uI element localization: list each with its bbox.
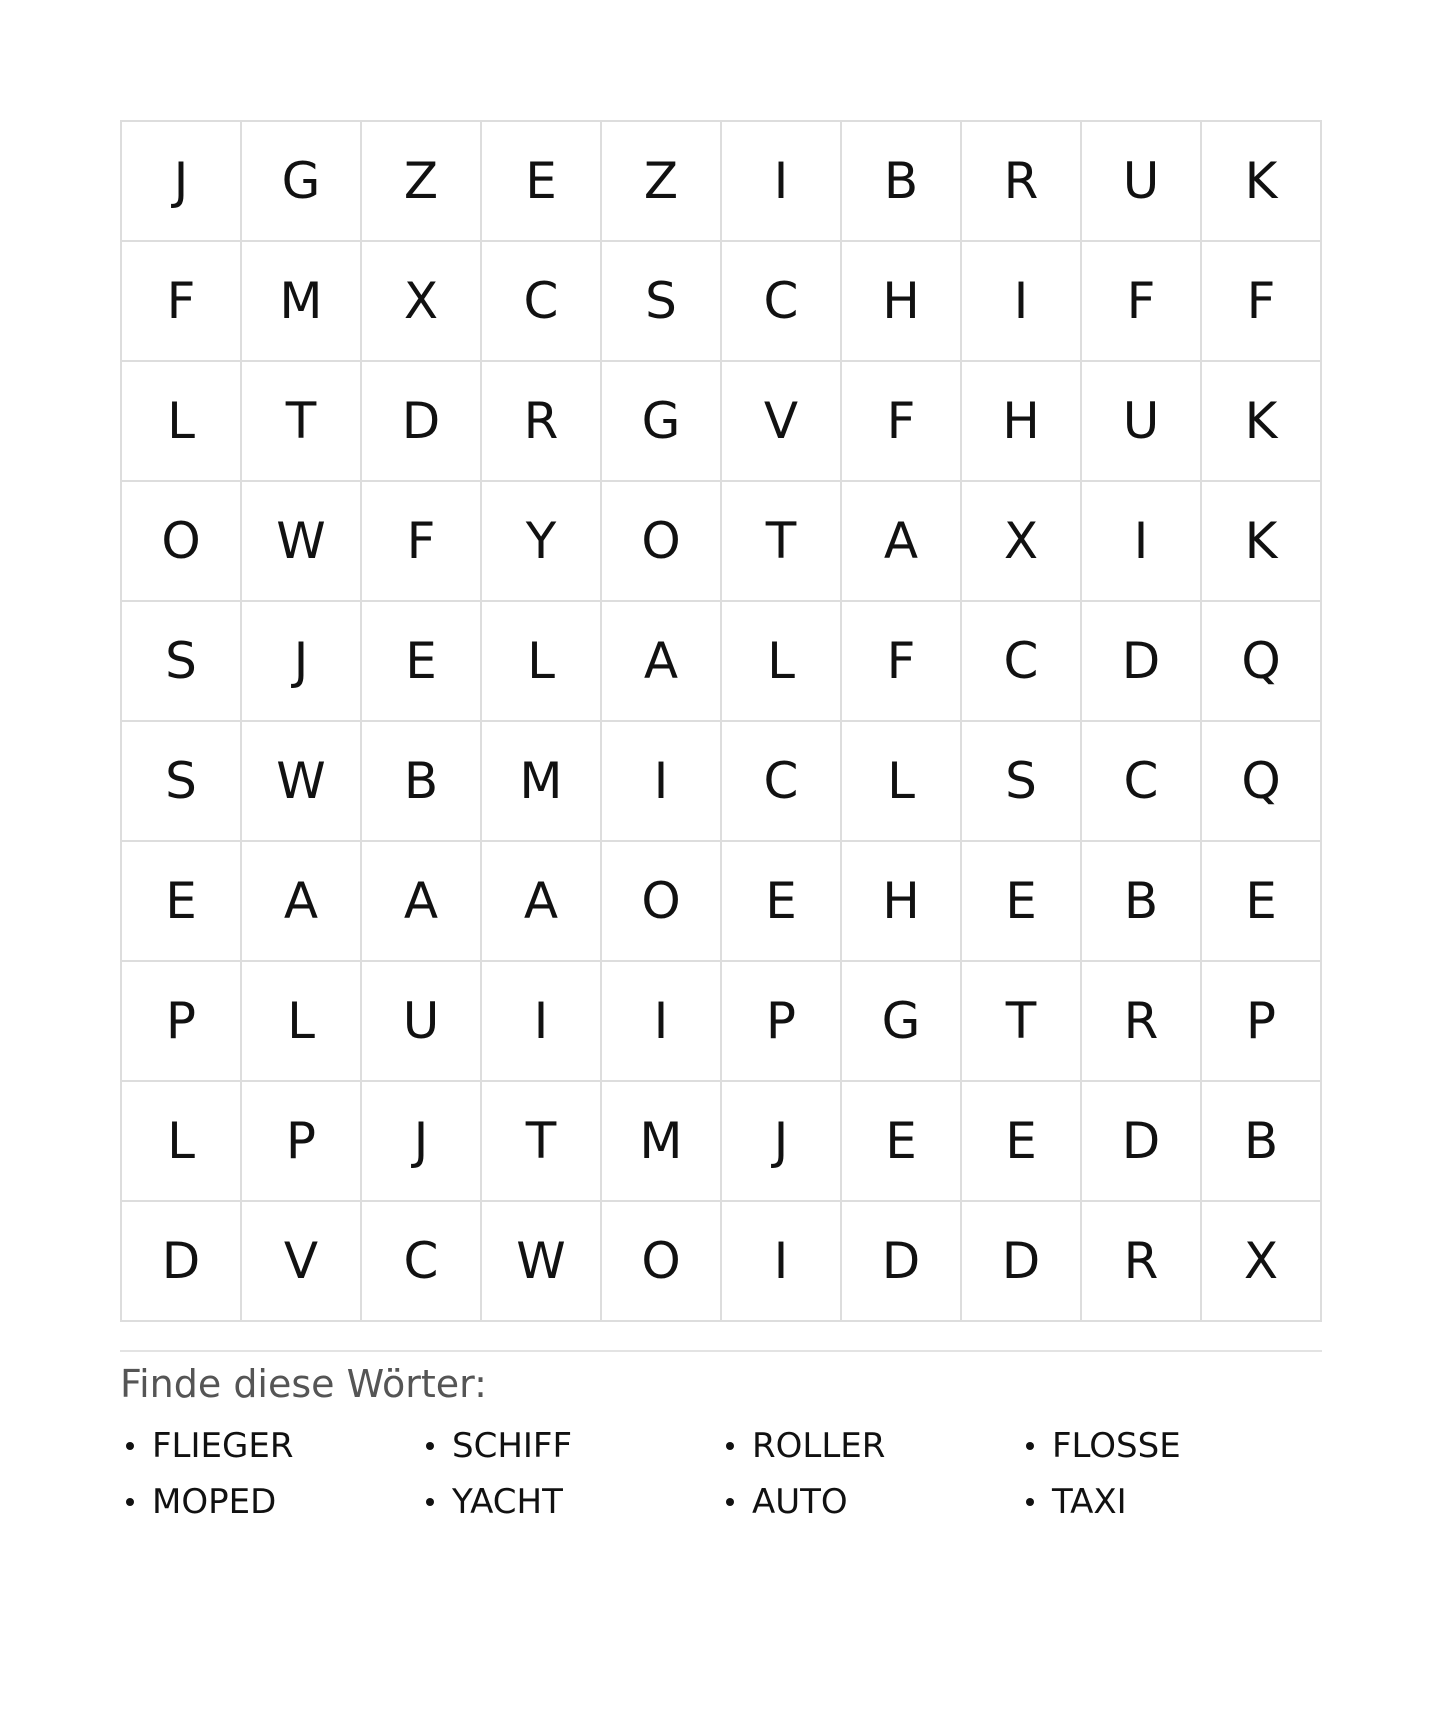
grid-cell[interactable]: R xyxy=(962,122,1082,242)
bullet-icon xyxy=(126,1442,134,1450)
grid-cell[interactable]: S xyxy=(602,242,722,362)
grid-cell[interactable]: D xyxy=(1082,1082,1202,1202)
word-label: TAXI xyxy=(1052,1482,1127,1522)
grid-cell[interactable]: C xyxy=(1082,722,1202,842)
word-list-item xyxy=(720,1418,1020,1474)
word-list-item xyxy=(420,1418,720,1474)
grid-cell[interactable]: P xyxy=(1202,962,1322,1082)
bullet-icon xyxy=(726,1498,734,1506)
word-list-heading: Finde diese Wörter: xyxy=(120,1362,487,1406)
grid-cell[interactable]: J xyxy=(722,1082,842,1202)
grid-cell[interactable]: E xyxy=(842,1082,962,1202)
bullet-icon xyxy=(726,1442,734,1450)
grid-cell[interactable]: B xyxy=(362,722,482,842)
grid-cell[interactable]: F xyxy=(842,602,962,722)
grid-cell[interactable]: L xyxy=(482,602,602,722)
divider xyxy=(120,1350,1322,1352)
grid-cell[interactable]: G xyxy=(842,962,962,1082)
grid-cell[interactable]: E xyxy=(722,842,842,962)
grid-cell[interactable]: V xyxy=(242,1202,362,1322)
grid-cell[interactable]: W xyxy=(242,482,362,602)
grid-cell[interactable]: I xyxy=(602,962,722,1082)
grid-cell[interactable]: P xyxy=(122,962,242,1082)
word-list-item xyxy=(420,1474,720,1530)
grid-cell[interactable]: K xyxy=(1202,482,1322,602)
grid-cell[interactable]: L xyxy=(842,722,962,842)
word-list-item xyxy=(720,1474,1020,1530)
grid-cell[interactable]: I xyxy=(1082,482,1202,602)
grid-cell[interactable]: E xyxy=(962,842,1082,962)
grid-cell[interactable]: A xyxy=(842,482,962,602)
word-search-puzzle xyxy=(120,120,1320,1530)
grid-cell[interactable]: S xyxy=(122,602,242,722)
grid-cell[interactable]: J xyxy=(242,602,362,722)
grid-cell[interactable]: R xyxy=(1082,1202,1202,1322)
grid-cell[interactable]: O xyxy=(122,482,242,602)
grid-cell[interactable]: L xyxy=(122,1082,242,1202)
grid-cell[interactable]: A xyxy=(602,602,722,722)
grid-cell[interactable]: I xyxy=(482,962,602,1082)
grid-cell[interactable]: O xyxy=(602,1202,722,1322)
grid-cell[interactable]: D xyxy=(1082,602,1202,722)
grid-cell[interactable]: F xyxy=(842,362,962,482)
grid-cell[interactable]: O xyxy=(602,842,722,962)
grid-cell[interactable]: C xyxy=(482,242,602,362)
grid-cell[interactable]: M xyxy=(242,242,362,362)
grid-cell[interactable]: E xyxy=(1202,842,1322,962)
word-label: SCHIFF xyxy=(452,1426,573,1466)
grid-cell[interactable]: H xyxy=(842,242,962,362)
grid-cell[interactable]: B xyxy=(842,122,962,242)
grid-cell[interactable]: F xyxy=(362,482,482,602)
grid-cell[interactable]: E xyxy=(482,122,602,242)
grid-cell[interactable]: F xyxy=(1082,242,1202,362)
grid-cell[interactable]: T xyxy=(722,482,842,602)
grid-cell[interactable]: L xyxy=(722,602,842,722)
grid-cell[interactable]: Y xyxy=(482,482,602,602)
grid-cell[interactable]: W xyxy=(242,722,362,842)
grid-cell[interactable]: B xyxy=(1202,1082,1322,1202)
grid-cell[interactable]: Q xyxy=(1202,722,1322,842)
grid-cell[interactable]: K xyxy=(1202,122,1322,242)
grid-cell[interactable]: Z xyxy=(602,122,722,242)
grid-cell[interactable]: C xyxy=(722,242,842,362)
grid-cell[interactable]: C xyxy=(722,722,842,842)
grid-cell[interactable]: I xyxy=(962,242,1082,362)
word-list-item xyxy=(1020,1418,1320,1474)
word-list xyxy=(120,1418,1320,1530)
grid-cell[interactable]: S xyxy=(122,722,242,842)
grid-cell[interactable]: W xyxy=(482,1202,602,1322)
grid-cell[interactable]: P xyxy=(242,1082,362,1202)
grid-cell[interactable]: Z xyxy=(362,122,482,242)
grid-cell[interactable]: M xyxy=(482,722,602,842)
bullet-icon xyxy=(426,1498,434,1506)
grid-cell[interactable]: D xyxy=(962,1202,1082,1322)
grid-cell[interactable]: H xyxy=(962,362,1082,482)
grid-cell[interactable]: G xyxy=(602,362,722,482)
grid-cell[interactable]: J xyxy=(362,1082,482,1202)
grid-cell[interactable]: Q xyxy=(1202,602,1322,722)
grid-cell[interactable]: T xyxy=(962,962,1082,1082)
grid-cell[interactable]: V xyxy=(722,362,842,482)
grid-cell[interactable]: R xyxy=(1082,962,1202,1082)
grid-cell[interactable]: B xyxy=(1082,842,1202,962)
word-label: MOPED xyxy=(152,1482,277,1522)
grid-cell[interactable]: A xyxy=(362,842,482,962)
grid-cell[interactable]: I xyxy=(722,1202,842,1322)
word-list-item xyxy=(1020,1474,1320,1530)
grid-cell[interactable]: M xyxy=(602,1082,722,1202)
bullet-icon xyxy=(1026,1442,1034,1450)
grid-cell[interactable]: C xyxy=(962,602,1082,722)
bullet-icon xyxy=(1026,1498,1034,1506)
word-label: ROLLER xyxy=(752,1426,886,1466)
word-label: FLOSSE xyxy=(1052,1426,1181,1466)
grid-cell[interactable]: H xyxy=(842,842,962,962)
grid-cell[interactable]: U xyxy=(362,962,482,1082)
grid-cell[interactable]: E xyxy=(122,842,242,962)
grid-cell[interactable]: I xyxy=(722,122,842,242)
grid-cell[interactable]: L xyxy=(122,362,242,482)
grid-cell[interactable]: C xyxy=(362,1202,482,1322)
grid-cell[interactable]: I xyxy=(602,722,722,842)
grid-cell[interactable]: K xyxy=(1202,362,1322,482)
grid-cell[interactable]: X xyxy=(362,242,482,362)
grid-cell[interactable]: X xyxy=(1202,1202,1322,1322)
grid-cell[interactable]: T xyxy=(482,1082,602,1202)
grid-cell[interactable]: G xyxy=(242,122,362,242)
grid-cell[interactable]: A xyxy=(242,842,362,962)
grid-cell[interactable]: J xyxy=(122,122,242,242)
grid-cell[interactable]: U xyxy=(1082,362,1202,482)
grid-cell[interactable]: O xyxy=(602,482,722,602)
letter-grid xyxy=(120,120,1322,1322)
grid-cell[interactable]: S xyxy=(962,722,1082,842)
grid-cell[interactable]: E xyxy=(962,1082,1082,1202)
grid-cell[interactable]: T xyxy=(242,362,362,482)
word-list-item xyxy=(120,1474,420,1530)
grid-cell[interactable]: F xyxy=(1202,242,1322,362)
word-label: AUTO xyxy=(752,1482,848,1522)
bullet-icon xyxy=(426,1442,434,1450)
grid-cell[interactable]: P xyxy=(722,962,842,1082)
word-label: YACHT xyxy=(452,1482,563,1522)
grid-cell[interactable]: D xyxy=(842,1202,962,1322)
grid-cell[interactable]: F xyxy=(122,242,242,362)
grid-cell[interactable]: X xyxy=(962,482,1082,602)
grid-cell[interactable]: D xyxy=(362,362,482,482)
grid-cell[interactable]: U xyxy=(1082,122,1202,242)
word-list-item xyxy=(120,1418,420,1474)
grid-cell[interactable]: R xyxy=(482,362,602,482)
grid-cell[interactable]: L xyxy=(242,962,362,1082)
grid-cell[interactable]: E xyxy=(362,602,482,722)
grid-cell[interactable]: D xyxy=(122,1202,242,1322)
word-label: FLIEGER xyxy=(152,1426,294,1466)
grid-cell[interactable]: A xyxy=(482,842,602,962)
bullet-icon xyxy=(126,1498,134,1506)
